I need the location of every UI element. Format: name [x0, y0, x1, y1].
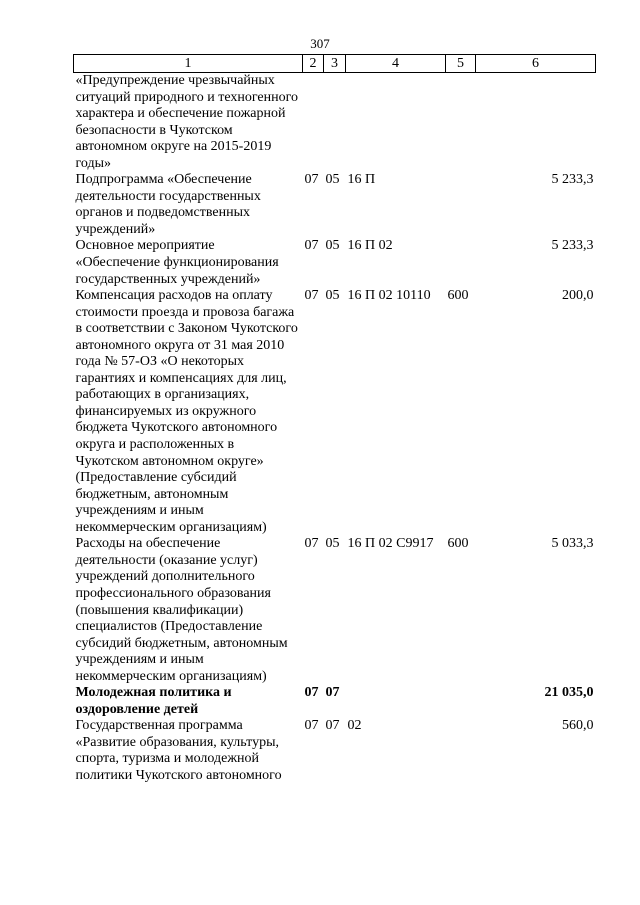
- row-section-cell: 07: [304, 288, 319, 304]
- table-row: [74, 238, 596, 288]
- row-section-cell: 07: [304, 718, 319, 734]
- row-name-cell: «Предупреждение чрезвычайных ситуаций природного и техногенного характера и обеспечение пожарной безопасности в Чукотском автономном округе на 2015-2019 годы»: [75, 73, 299, 171]
- row-expense-type-cell: [446, 718, 476, 784]
- row-target-item-cell: 16 П: [347, 172, 376, 188]
- row-subsection-cell: [324, 73, 346, 173]
- row-amount-cell: 560,0: [562, 718, 594, 734]
- row-expense-type-cell: [446, 685, 476, 718]
- row-expense-type-cell: [446, 73, 476, 173]
- column-header-6: 6: [476, 55, 596, 73]
- column-header-1: 1: [74, 55, 303, 73]
- row-subsection-cell: 05: [325, 238, 340, 254]
- row-section-cell: [303, 73, 324, 173]
- row-name-cell: Молодежная политика и оздоровление детей: [75, 685, 232, 717]
- row-section-cell: 07: [304, 172, 319, 188]
- row-amount-cell: 200,0: [562, 288, 594, 304]
- row-target-item-cell: [346, 685, 446, 718]
- column-header-2: 2: [303, 55, 324, 73]
- column-header-3: 3: [324, 55, 346, 73]
- row-section-cell: 07: [304, 536, 319, 552]
- row-amount-cell: 21 035,0: [544, 685, 594, 701]
- row-expense-type-cell: [446, 172, 476, 238]
- row-amount-cell: 5 033,3: [551, 536, 594, 552]
- row-target-item-cell: [346, 73, 446, 173]
- table-row: [74, 172, 596, 238]
- row-expense-type-cell: 600: [447, 288, 469, 304]
- row-name-cell: Государственная программа «Развитие образования, культуры, спорта, туризма и молодежной политики Чукотского автономного: [75, 718, 282, 783]
- row-subsection-cell: 07: [325, 685, 340, 701]
- row-name-cell: Компенсация расходов на оплату стоимости проезда и провоза багажа в соответствии с Законом Чукотского автономного округа от 31 мая 2010 года № 57-ОЗ «О некоторых гарантиях и компенсациях для лиц, работающих в организациях, финансируемых из окружного бюджета Чукотского автономного округа и расположенных в Чукотском автономном округе» (Предоставление субсидий бюджетным, автономным учреждениям и иным некоммерческим организациям): [75, 288, 298, 535]
- row-amount-cell: 5 233,3: [551, 172, 594, 188]
- row-name-cell: Основное мероприятие «Обеспечение функционирования государственных учреждений»: [75, 238, 279, 287]
- row-target-item-cell: 16 П 02 С9917: [347, 536, 434, 552]
- row-name-cell: Подпрограмма «Обеспечение деятельности государственных органов и подведомственных учреждений»: [75, 172, 261, 237]
- column-header-4: 4: [346, 55, 446, 73]
- budget-table: [73, 54, 596, 785]
- row-section-cell: 07: [304, 238, 319, 254]
- column-header-5: 5: [446, 55, 476, 73]
- table-row: [74, 536, 596, 685]
- row-amount-cell: [476, 73, 596, 173]
- row-name-cell: Расходы на обеспечение деятельности (оказание услуг) учреждений дополнительного профессионального образования (повышения квалификации) специалистов (Предоставление субсидий бюджетным, автономным учреждениям и иным некоммерческим организациям): [75, 536, 288, 684]
- row-amount-cell: 5 233,3: [551, 238, 594, 254]
- table-row: [74, 718, 596, 784]
- page-number: 307: [310, 36, 330, 51]
- column-header-row: [74, 55, 596, 73]
- table-row: [74, 685, 596, 718]
- row-subsection-cell: 05: [325, 172, 340, 188]
- row-target-item-cell: 16 П 02 10110: [347, 288, 431, 304]
- row-expense-type-cell: [446, 238, 476, 288]
- row-subsection-cell: 07: [325, 718, 340, 734]
- table-row: [74, 73, 596, 173]
- row-target-item-cell: 02: [347, 718, 362, 734]
- row-subsection-cell: 05: [325, 536, 340, 552]
- row-target-item-cell: 16 П 02: [347, 238, 393, 254]
- row-section-cell: 07: [304, 685, 319, 701]
- table-row: [74, 288, 596, 536]
- row-subsection-cell: 05: [325, 288, 340, 304]
- row-expense-type-cell: 600: [447, 536, 469, 552]
